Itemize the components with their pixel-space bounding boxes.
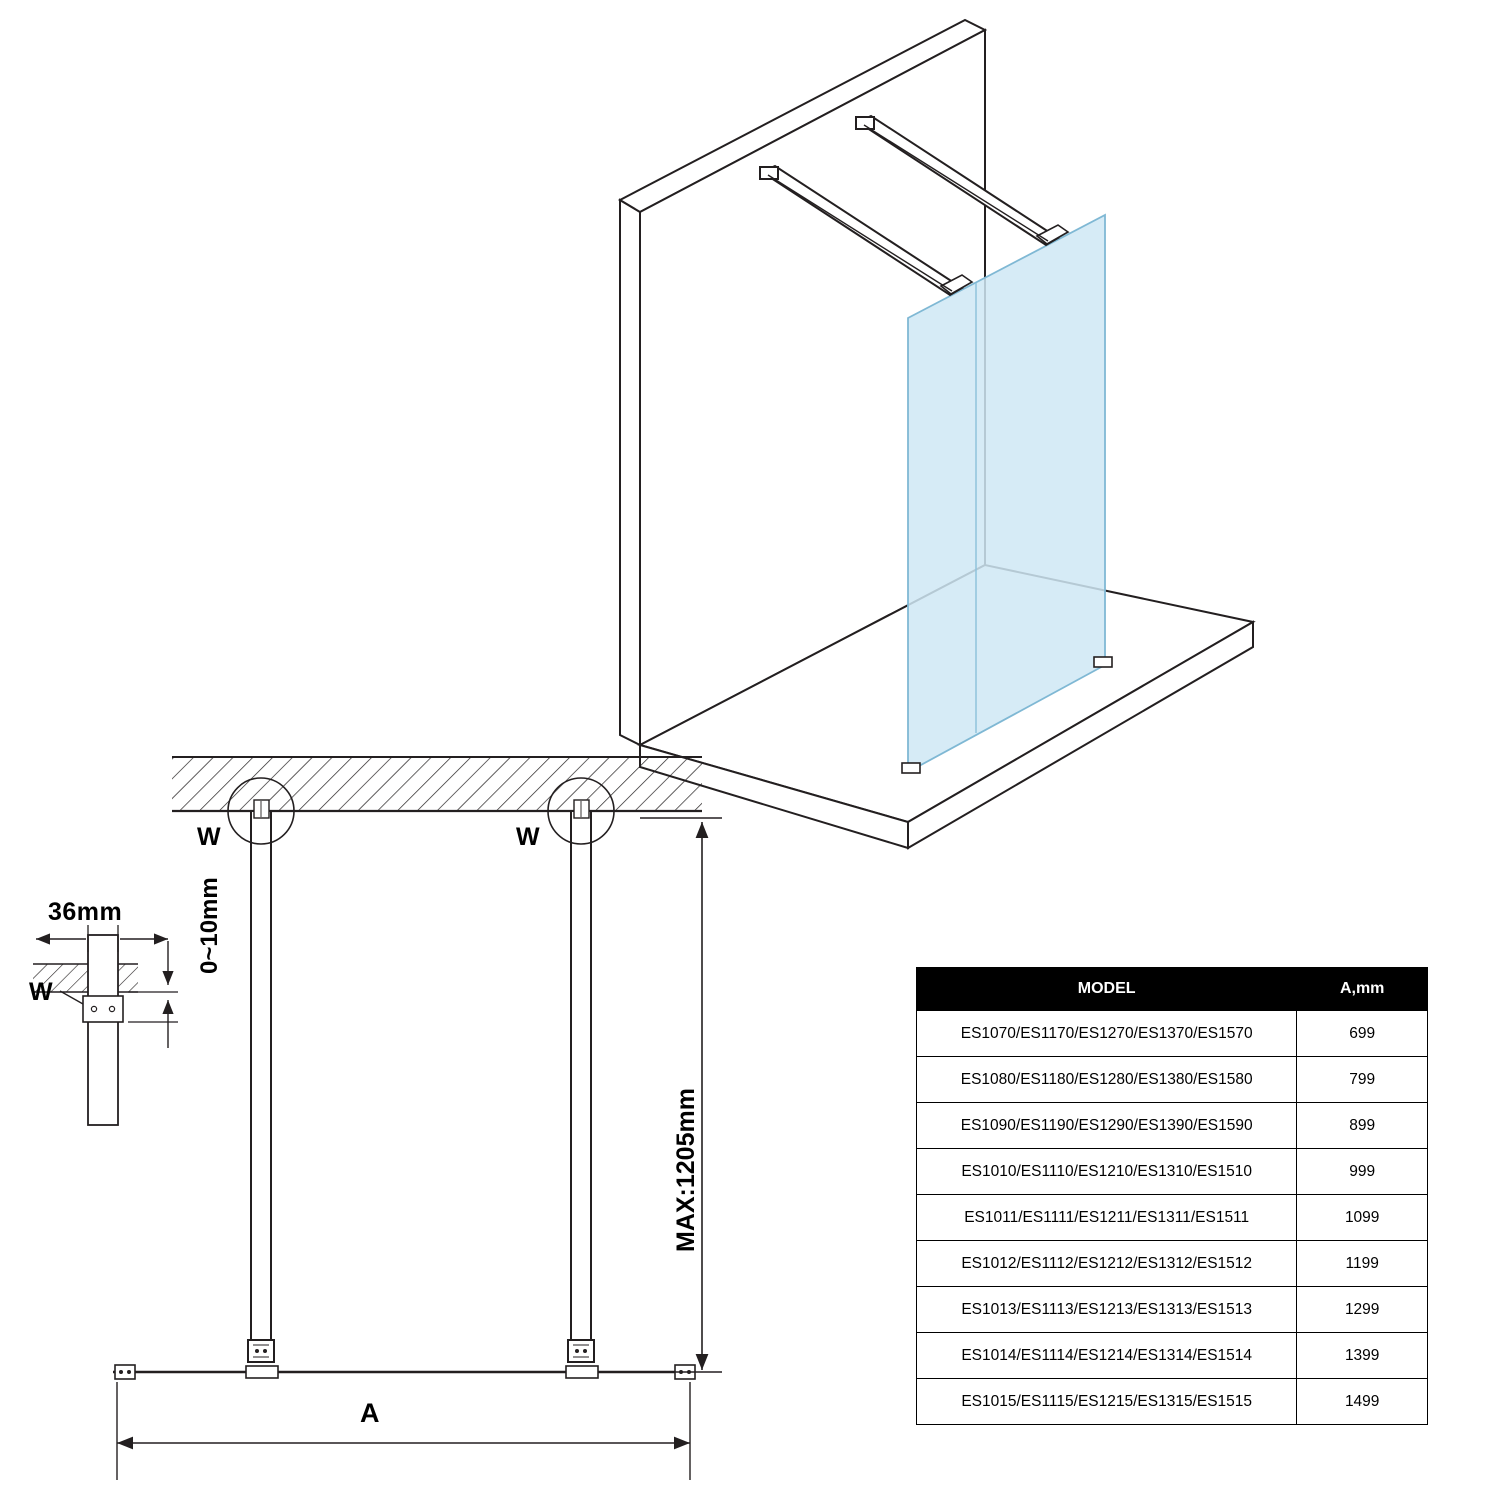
bottom-profile <box>113 1365 695 1379</box>
table-cell-a: 999 <box>1297 1149 1428 1195</box>
dimension-a <box>117 1382 690 1480</box>
table-cell-a: 699 <box>1297 1011 1428 1057</box>
table-cell-model: ES1070/ES1170/ES1270/ES1370/ES1570 <box>917 1011 1297 1057</box>
table-header-a: A,mm <box>1297 968 1428 1011</box>
vertical-bar-right <box>548 778 614 1362</box>
table-cell-a: 1399 <box>1297 1333 1428 1379</box>
table-header-row <box>917 968 1428 1011</box>
dimension-0-10mm <box>128 941 178 1048</box>
label-dimension-a: A <box>360 1398 380 1428</box>
table-cell-a: 1199 <box>1297 1241 1428 1287</box>
label-0-10mm: 0~10mm <box>196 877 223 974</box>
vertical-bar-left <box>228 778 294 1362</box>
table-cell-model: ES1080/ES1180/ES1280/ES1380/ES1580 <box>917 1057 1297 1103</box>
elevation-view <box>113 757 722 1480</box>
table-cell-model: ES1013/ES1113/ES1213/ES1313/ES1513 <box>917 1287 1297 1333</box>
table-row <box>917 1379 1428 1425</box>
isometric-view <box>620 20 1253 848</box>
table-header-model: MODEL <box>917 968 1297 1011</box>
label-max-height: MAX:1205mm <box>672 1088 700 1252</box>
table-cell-a: 1499 <box>1297 1379 1428 1425</box>
table-row <box>917 1103 1428 1149</box>
table-row <box>917 1149 1428 1195</box>
label-36mm: 36mm <box>48 898 123 926</box>
detail-view-bracket <box>33 925 178 1125</box>
table-cell-model: ES1015/ES1115/ES1215/ES1315/ES1515 <box>917 1379 1297 1425</box>
table-row <box>917 1333 1428 1379</box>
table-row <box>917 1195 1428 1241</box>
label-w-detail: W <box>29 978 53 1006</box>
table-cell-a: 799 <box>1297 1057 1428 1103</box>
table-cell-model: ES1014/ES1114/ES1214/ES1314/ES1514 <box>917 1333 1297 1379</box>
label-w-right: W <box>516 823 540 851</box>
table-row <box>917 1057 1428 1103</box>
table-cell-a: 899 <box>1297 1103 1428 1149</box>
table-row <box>917 1011 1428 1057</box>
table-cell-model: ES1012/ES1112/ES1212/ES1312/ES1512 <box>917 1241 1297 1287</box>
table-cell-model: ES1090/ES1190/ES1290/ES1390/ES1590 <box>917 1103 1297 1149</box>
table-cell-model: ES1010/ES1110/ES1210/ES1310/ES1510 <box>917 1149 1297 1195</box>
label-w-left: W <box>197 823 221 851</box>
table-cell-a: 1299 <box>1297 1287 1428 1333</box>
table-row <box>917 1287 1428 1333</box>
model-table <box>916 967 1428 1425</box>
ceiling-hatch <box>172 757 702 811</box>
table-cell-a: 1099 <box>1297 1195 1428 1241</box>
table-row <box>917 1241 1428 1287</box>
table-cell-model: ES1011/ES1111/ES1211/ES1311/ES1511 <box>917 1195 1297 1241</box>
